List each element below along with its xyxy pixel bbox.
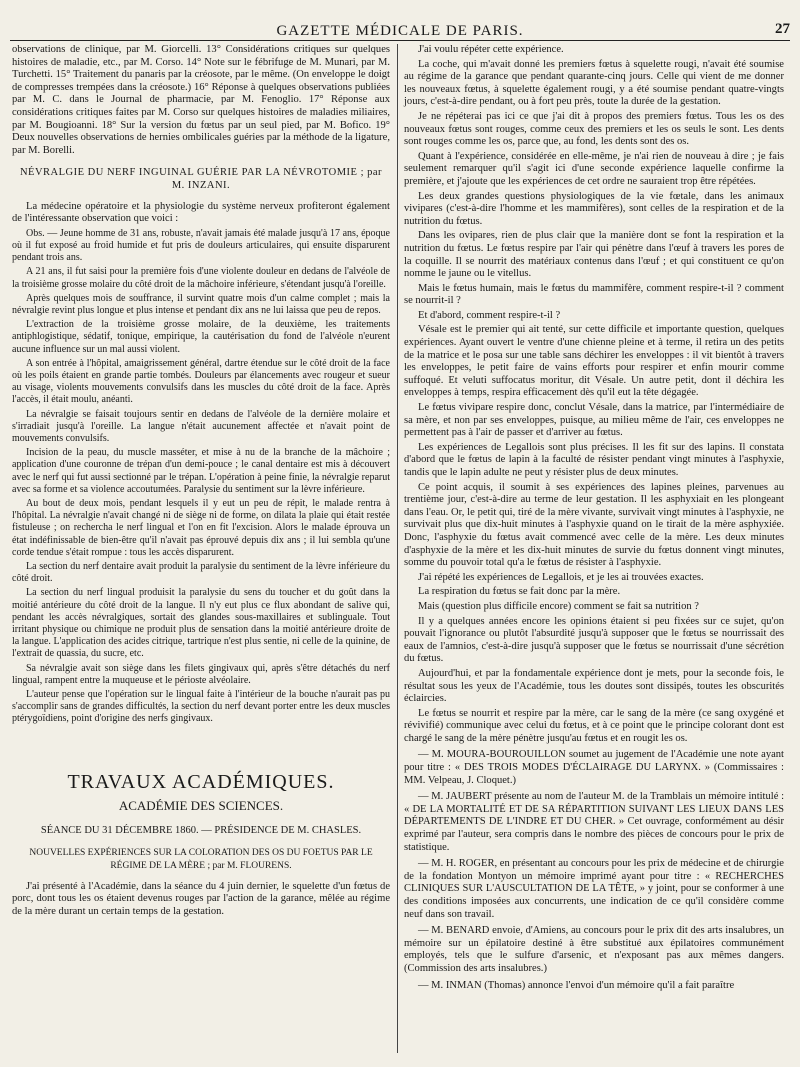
paragraph: Dans les ovipares, rien de plus clair que la manière dont se font la respiration et la nutrition du fœtus. Le fœtus respire par l'air qui pénètre dans l'œuf à travers les pores de la coquille. Il se nourrit des matériaux contenus dans l'œuf ; et qui constituent ce qu'on nomme le jaune ou le vitellus. [404, 230, 784, 280]
paragraph: Le fœtus vivipare respire donc, conclut Vésale, dans la matrice, par l'intermédiaire de sa mère, et non par ses enveloppes, puisque, au milieu même de l'air, ces enveloppes ne permettent pas à l'air de passer et d'arriver au fœtus. [404, 402, 784, 439]
page-header [10, 18, 790, 41]
left-column [12, 44, 390, 920]
paragraph: Quant à l'expérience, considérée en elle-même, je n'ai rien de nouveau à dire ; je fais seulement remarquer qu'il s'agit ici d'une seconde expérience laquelle confirme la première, et j'ajoute que les expériences de cet ordre ne sauraient trop être répétées. [404, 150, 784, 187]
paragraph: Vésale est le premier qui ait tenté, sur cette difficile et importante question, quelques expériences. Ayant ouvert le ventre d'une chienne pleine et à terme, il retira un des petits de la matrice et le posa sur une table sans déchirer les enveloppes : il vit bientôt à travers les enveloppes, le petit faire de vains efforts pour respirer et enfin mourir comme suffoqué. Et veluti suffocatus moritur, dit Vésale. Un autre petit, dont il déchira les enveloppes à temps, respira efficacement dès qu'il eut la tête dégagée. [404, 324, 784, 399]
paragraph: Obs. — Jeune homme de 31 ans, robuste, n'avait jamais été malade jusqu'à 17 ans, époque où il fut exposé au froid humide et fut pris de douleurs articulaires, qui ensuite disparurent pendant trois ans. [12, 227, 390, 264]
paragraph: La respiration du fœtus se fait donc par la mère. [418, 586, 621, 598]
paragraph: L'extraction de la troisième grosse molaire, de la deuxième, les traitements antiphlogistique, sédatif, tonique, empirique, la cautérisation du fond de l'alvéole n'eurent aucune influence sur un mal aussi violent. [12, 319, 390, 355]
right-column [404, 44, 784, 996]
section-subtitle: ACADÉMIE DES SCIENCES. [118, 798, 284, 814]
paragraph: Mais le fœtus humain, mais le fœtus du mammifère, comment respire-t-il ? comment se nourrit-il ? [404, 282, 784, 307]
article-heading: NÉVRALGIE DU NERF INGUINAL GUÉRIE PAR LA NÉVROTOMIE ; par M. INZANI. [19, 167, 383, 191]
paragraph: Mais (question plus difficile encore) comment se fait sa nutrition ? [418, 600, 699, 612]
paragraph: — M. MOURA-BOUROUILLON soumet au jugement de l'Académie une note ayant pour titre : « DES TROIS MODES D'ÉCLAIRAGE DU LARYNX. » (Commissaires : MM. Velpeau, J. Cloquet.) [404, 749, 784, 786]
paragraph: Les expériences de Legallois sont plus précises. Il les fit sur des lapins. Il constata d'abord que le fœtus de lapin à la faculté de résister pendant vingt minutes à l'asphyxie, tandis que le lapin adulte ne peut y résister plus de deux minutes. [404, 441, 784, 478]
observation-block [12, 228, 390, 726]
column-divider [397, 44, 398, 1053]
paragraph: — M. JAUBERT présente au nom de l'auteur M. de la Tramblais un mémoire intitulé : « DE LA MORTALITÉ ET DE SA RÉPARTITION SUIVANT LES LIEUX DANS LES DÉPARTEMENTS DE L'INDRE ET DU CHER. » Cet ouvrage, conformément au désir exprimé par l'auteur, sera compris dans le nombre des pièces de concours pour le prix de statistique. [404, 791, 784, 853]
paragraph: J'ai répété les expériences de Legallois, et je les ai trouvées exactes. [418, 571, 704, 583]
paragraph: — M. BENARD envoie, d'Amiens, au concours pour le prix dit des arts insalubres, un mémoire sur un épilatoire destiné à être substitué aux épilatoires communément employés, tels que le sulfure d'arsenic, et n'exposant pas aux mêmes dangers. (Commission des arts insalubres.) [404, 925, 784, 974]
paragraph: La médecine opératoire et la physiologie du système nerveux profiteront également de l'intéressante observation que voici : [12, 200, 390, 225]
journal-title: GAZETTE MÉDICALE DE PARIS. [276, 23, 524, 39]
memoir-title: NOUVELLES EXPÉRIENCES SUR LA COLORATION DES OS DU FOETUS PAR LE RÉGIME DE LA MÈRE ; par M. FLOURENS. [29, 848, 373, 872]
section-title: TRAVAUX ACADÉMIQUES. [67, 770, 335, 793]
paragraph: — M. INMAN (Thomas) annonce l'envoi d'un mémoire qu'il a fait paraître [418, 979, 735, 991]
paragraph: Il y a quelques années encore les opinions étaient si peu fixées sur ce sujet, qu'on pouvait l'ignorance ou plutôt l'absurdité jusqu'à supposer que le fœtus se nourrissait des eaux de l'amnios, c'est-à-dire jusqu'à supposer que le fœtus se nourrissait d'une sécrétion du fœtus. [404, 615, 784, 665]
paragraph: La névralgie se faisait toujours sentir en dedans de l'alvéole de la dernière molaire et s'irradiait jusqu'à l'oreille. La langue n'était aucunement affectée et n'avait point de mouvements convulsifs. [12, 408, 390, 444]
paragraph: Les deux grandes questions physiologiques de la vie fœtale, dans les animaux vivipares (c'est-à-dire l'homme et les mammifères), sont celles de la respiration et de la nutrition du fœtus. [404, 190, 784, 227]
paragraph: A son entrée à l'hôpital, amaigrissement général, dartre étendue sur le côté droit de la face où les poils étaient en grande partie tombés. Douleurs par élancements avec rougeur et sueur au visage, violents mouvements convulsifs dans les muscles du côté droit de la face. Après l'accès, il était moulu, anéanti. [12, 357, 390, 406]
paragraph: Le fœtus se nourrit et respire par la mère, car le sang de la mère (ce sang oxygéné et révivifié) communique avec celui du fœtus, et à ce point que le principe colorant dont est chargé le sang de la mère pénètre jusqu'au fœtus et en rougit les os. [404, 707, 784, 744]
paragraph: observations de clinique, par M. Giorcelli. 13° Considérations critiques sur quelques histoires de maladie, etc., par M. Corso. 14° Note sur le fébrifuge de M. Munari, par M. Turchetti. 15° Traitement du panaris par la créosote, par le même. (On enveloppe le doigt de compresses trempées dans la créosote.) 16° Réponse à quelques observations publiées par M. C. dans le Journal de pharmacie, par M. Fenoglio. 17° Réponse aux considérations critiques faites par M. Corso sur quelques histoires de maladies miliaires, par M. Bougioanni. 18° Sur la version du fœtus par un seul pied, par M. Bofico. 19° Deux nouvelles observations de hernies ombilicales guéries par la méthode de la ligature, par M. Borelli. [12, 44, 390, 156]
paragraph: La section du nerf lingual produisit la paralysie du sens du toucher et du goût dans la moitié antérieure du côté droit de la langue. Il n'y eut plus ce flux abondant de salive qui, pendant les accès névralgiques, sortait des glandes sous-maxillaires et sublinguale. Tout irritant physique ou chimique ne produit plus de sensation dans la moitié antérieure droite de la langue. L'application des acides citrique, tartrique n'est plus sentie, ni celle de la quinine, de l'extrait de quassia, du sucre, etc. [12, 587, 390, 660]
paragraph: L'auteur pense que l'opération sur le lingual faite à l'intérieur de la bouche n'aurait pas pu s'accomplir sans de grandes difficultés, la section du nerf devant porter entre les deux muscles ptérygoïdiens, point d'origine des nerfs gingivaux. [12, 689, 390, 725]
paragraph: Je ne répéterai pas ici ce que j'ai dit à propos des premiers fœtus. Tous les os des nouveaux fœtus sont rouges, comme ceux des premiers et les os seuls le sont. Les dents sont rouges comme les os, parce que, au fond, les dents sont des os. [404, 110, 784, 148]
paragraph: Aujourd'hui, et par la fondamentale expérience dont je mets, pour la seconde fois, le résultat sous les yeux de l'Académie, tous les doutes sont dissipés, toutes les obscurités éclaircies. [404, 667, 784, 705]
paragraph: — M. H. ROGER, en présentant au concours pour les prix de médecine et de chirurgie de la fondation Montyon un mémoire imprimé ayant pour titre : « RECHERCHES CLINIQUES SUR L'AUSCULTATION DE LA TÊTE, » y joint, pour se conformer à une des conditions imposées aux concurrents, une indication de ce qu'il considère comme neuf dans son travail. [404, 858, 784, 920]
paragraph: J'ai voulu répéter cette expérience. [418, 44, 564, 55]
session-line: SÉANCE DU 31 DÉCEMBRE 1860. — PRÉSIDENCE DE M. CHASLES. [40, 824, 362, 836]
paragraph: A 21 ans, il fut saisi pour la première fois d'une violente douleur en dedans de l'alvéole de la troisième grosse molaire du côté droit de la mâchoire inférieure, s'étendant jusqu'à l'oreille. [12, 266, 390, 290]
paragraph: Ce point acquis, il soumit à ses expériences des lapines pleines, parvenues au trentième jour, c'est-à-dire au terme de leur gestation. Il les asphyxiait en les plongeant dans l'eau. Or, le petit qui, tiré de la mère vivante, survivait vingt minutes à l'asphyxie, ne survivait plus que dix-huit minutes à l'asphyxie quand on le tirait de la mère asphyxiée. Donc, l'asphyxie du fœtus avait commencé avec celle de la mère. Les deux minutes d'asphyxie de la mère et les dix-huit minutes de survie du fœtus donnent vingt minutes, somme du pouvoir total qu'a le fœtus de résister à l'asphyxie. [404, 481, 784, 569]
paragraph: Sa névralgie avait son siège dans les filets gingivaux qui, après s'être détachés du nerf lingual, rampent entre la muqueuse et le périoste alvéolaire. [12, 662, 390, 686]
paragraph: J'ai présenté à l'Académie, dans la séance du 4 juin dernier, le squelette d'un fœtus de porc, dont tous les os étaient devenus rouges par l'action de la garance, mêlée au régime de la mère durant un certain temps de la gestation. [12, 880, 390, 917]
paragraph: Incision de la peau, du muscle masséter, et mise à nu de la branche de la mâchoire ; application d'une couronne de trépan d'un demi-pouce ; le canal dentaire est mis à découvert avec le nerf qui fut aussi sectionné par le trépan. L'opération à peine finie, la névralgie reparut avec sa forme et sa violence accoutumées. Paralysie du sentiment sur la lèvre inférieure. [12, 447, 390, 495]
paragraph: La coche, qui m'avait donné les premiers fœtus à squelette rougi, n'avait été soumise au régime de la garance que pendant quarante-cinq jours. Celle qui vient de me donner les nouveaux fœtus, à squelette également rougi, y a été soumise pendant quatre-vingts jours, c'est-à-dire pendant, ou à fort peu près, toute la durée de la gestation. [404, 58, 784, 108]
paragraph: Au bout de deux mois, pendant lesquels il y eut un peu de répit, le malade rentra à l'hôpital. La névralgie n'avait changé ni de siège ni de forme, on dilata la plaie qui était restée fistuleuse ; on rechercha le nerf lingual et l'on en fit l'excision. Alors le malade éprouva un état indéfinissable de bien-être qu'il n'avait pas éprouvé depuis dix ans ; il lui sembla qu'une corde tendue s'était rompue : tous les accès disparurent. [12, 497, 390, 558]
paragraph: Et d'abord, comment respire-t-il ? [418, 309, 561, 321]
paragraph: Après quelques mois de souffrance, il survint quatre mois d'un calme complet ; mais la névralgie revint plus longue et plus intense et pendant dix ans ne lui laissa que peu de repos. [12, 292, 390, 316]
page-number: 27 [775, 21, 790, 37]
paragraph: La section du nerf dentaire avait produit la paralysie du sentiment de la lèvre inférieure du côté droit. [12, 561, 390, 585]
